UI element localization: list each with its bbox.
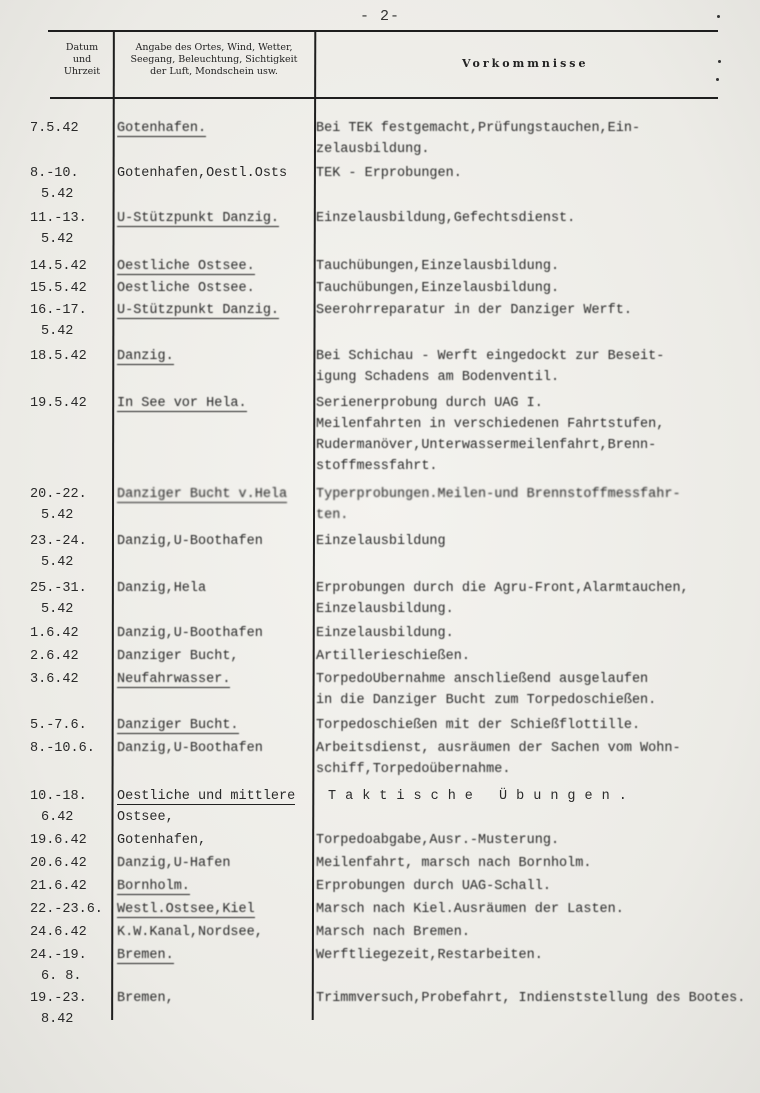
events-cell <box>316 922 746 943</box>
location-cell <box>117 988 312 1009</box>
cell-text: Danzig,U-Boothafen <box>117 741 263 756</box>
date-cell <box>30 786 110 828</box>
cell-text: Rudermanöver,Unterwassermeilenfahrt,Brenn- <box>316 438 657 453</box>
events-cell <box>316 578 746 620</box>
cell-text: Danziger Bucht v.Hela <box>117 487 288 502</box>
header-events: Vorkommnisse <box>462 57 589 70</box>
cell-text: 19.5.42 <box>30 396 87 411</box>
cell-text: ten. <box>316 508 349 523</box>
cell-text: Danziger Bucht. <box>117 718 239 733</box>
location-cell <box>117 346 312 367</box>
cell-text: 6.42 <box>41 810 74 825</box>
cell-text: 24.-19. <box>30 948 87 963</box>
cell-text: K.W.Kanal,Nordsee, <box>117 925 263 940</box>
location-cell <box>117 278 312 299</box>
cell-text: 23.-24. <box>30 534 87 549</box>
events-cell <box>316 669 746 711</box>
events-cell <box>316 945 746 966</box>
cell-text: Typerprobungen.Meilen-und Brennstoffmessfahr- <box>316 487 681 502</box>
date-cell <box>30 256 110 277</box>
date-cell <box>30 118 110 139</box>
cell-text: 3.6.42 <box>30 672 79 687</box>
events-cell <box>316 208 746 229</box>
date-cell <box>30 300 110 342</box>
header-bottom-rule <box>50 97 718 99</box>
cell-text: Datum <box>65 42 99 53</box>
date-cell <box>30 484 110 526</box>
cell-text: Erprobungen durch UAG-Schall. <box>316 879 551 894</box>
cell-text: 8.-10. <box>30 166 79 181</box>
events-cell <box>316 346 746 388</box>
cell-text: 14.5.42 <box>30 259 87 274</box>
cell-text: Trimmversuch,Probefahrt, Indienststellung des Bootes. <box>316 991 746 1006</box>
location-cell <box>117 853 312 874</box>
date-cell <box>30 646 110 667</box>
column-divider-1 <box>111 30 115 1020</box>
cell-text: Gotenhafen. <box>117 121 207 136</box>
cell-text: Uhrzeit <box>63 66 101 77</box>
cell-text: Meilenfahrt, marsch nach Bornholm. <box>316 856 592 871</box>
cell-text: 19.6.42 <box>30 833 87 848</box>
events-cell <box>316 163 746 184</box>
date-cell <box>30 669 110 690</box>
location-cell <box>117 646 312 667</box>
cell-text: 11.-13. <box>30 211 87 226</box>
events-cell <box>316 393 746 477</box>
cell-text: igung Schadens am Bodenventil. <box>316 370 560 385</box>
cell-text: Einzelausbildung. <box>316 602 454 617</box>
cell-text: Danzig,U-Boothafen <box>117 534 263 549</box>
cell-text: 5.42 <box>41 324 74 339</box>
header-location <box>116 42 312 78</box>
cell-text: Bremen. <box>117 948 174 963</box>
cell-text: Oestliche Ostsee. <box>117 281 255 296</box>
date-cell <box>30 715 110 736</box>
cell-text: und <box>72 54 92 65</box>
events-cell <box>316 300 746 321</box>
cell-text: 10.-18. <box>30 789 87 804</box>
events-cell <box>316 830 746 851</box>
events-cell <box>316 899 746 920</box>
date-cell <box>30 346 110 367</box>
cell-text: Marsch nach Bremen. <box>316 925 470 940</box>
cell-text: Bei Schichau - Werft eingedockt zur Beseit- <box>316 349 665 364</box>
cell-text: Danzig,Hela <box>117 581 207 596</box>
events-cell <box>316 853 746 874</box>
cell-text: 25.-31. <box>30 581 87 596</box>
cell-text: Danzig,U-Hafen <box>117 856 231 871</box>
events-cell <box>316 118 746 160</box>
cell-text: Seerohrreparatur in der Danziger Werft. <box>316 303 632 318</box>
cell-text: schiff,Torpedoübernahme. <box>316 762 511 777</box>
cell-text: Einzelausbildung,Gefechtsdienst. <box>316 211 576 226</box>
page-number: - 2- <box>359 8 400 25</box>
cell-text: U-Stützpunkt Danzig. <box>117 211 280 226</box>
cell-text: Bornholm. <box>117 879 190 894</box>
events-cell <box>316 484 746 526</box>
location-cell <box>117 484 312 505</box>
date-cell <box>30 853 110 874</box>
cell-text: Oestliche und mittlere <box>117 789 296 804</box>
cell-text: Marsch nach Kiel.Ausräumen der Lasten. <box>316 902 624 917</box>
cell-text: Seegang, Beleuchtung, Sichtigkeit <box>130 54 298 65</box>
cell-text: Taktische Übungen. <box>328 789 636 804</box>
cell-text: Einzelausbildung <box>316 534 446 549</box>
events-cell <box>316 256 746 277</box>
location-cell <box>117 715 312 736</box>
location-cell <box>117 876 312 897</box>
cell-text: Angabe des Ortes, Wind, Wetter, <box>135 42 293 53</box>
date-cell <box>30 623 110 644</box>
date-cell <box>30 208 110 250</box>
location-cell <box>117 669 312 690</box>
header-date <box>52 42 112 78</box>
date-cell <box>30 738 110 759</box>
location-cell <box>117 623 312 644</box>
cell-text: 5.42 <box>41 555 74 570</box>
cell-text: 16.-17. <box>30 303 87 318</box>
margin-mark <box>716 78 719 81</box>
cell-text: 7.5.42 <box>30 121 79 136</box>
location-cell <box>117 945 312 966</box>
cell-text: Torpedoschießen mit der Schießflottille. <box>316 718 641 733</box>
cell-text: 24.6.42 <box>30 925 87 940</box>
margin-mark <box>718 60 721 63</box>
cell-text: Tauchübungen,Einzelausbildung. <box>316 259 560 274</box>
cell-text: 18.5.42 <box>30 349 87 364</box>
location-cell <box>117 163 312 184</box>
cell-text: 22.-23.6. <box>30 902 103 917</box>
events-cell <box>316 786 758 807</box>
date-cell <box>30 531 110 573</box>
date-cell <box>30 830 110 851</box>
cell-text: Gotenhafen, <box>117 833 207 848</box>
cell-text: stoffmessfahrt. <box>316 459 438 474</box>
cell-text: Oestliche Ostsee. <box>117 259 255 274</box>
cell-text: Ostsee, <box>117 810 174 825</box>
cell-text: 1.6.42 <box>30 626 79 641</box>
cell-text: TEK - Erprobungen. <box>316 166 462 181</box>
table-top-rule <box>48 30 718 32</box>
cell-text: 5.42 <box>41 187 74 202</box>
date-cell <box>30 899 110 920</box>
cell-text: Danziger Bucht, <box>117 649 239 664</box>
cell-text: 20.6.42 <box>30 856 87 871</box>
date-cell <box>30 988 110 1030</box>
events-cell <box>316 623 746 644</box>
cell-text: Tauchübungen,Einzelausbildung. <box>316 281 560 296</box>
location-cell <box>117 922 312 943</box>
cell-text: Artillerieschießen. <box>316 649 470 664</box>
location-cell <box>117 531 312 552</box>
cell-text: 19.-23. <box>30 991 87 1006</box>
date-cell <box>30 163 110 205</box>
location-cell <box>117 786 312 828</box>
cell-text: zelausbildung. <box>316 142 430 157</box>
events-cell <box>316 738 746 780</box>
cell-text: 20.-22. <box>30 487 87 502</box>
date-cell <box>30 876 110 897</box>
cell-text: 2.6.42 <box>30 649 79 664</box>
cell-text: 5.42 <box>41 508 74 523</box>
date-cell <box>30 578 110 620</box>
events-cell <box>316 646 746 667</box>
date-cell <box>30 393 110 414</box>
cell-text: Neufahrwasser. <box>117 672 231 687</box>
cell-text: Einzelausbildung. <box>316 626 454 641</box>
location-cell <box>117 300 312 321</box>
cell-text: Erprobungen durch die Agru-Front,Alarmtauchen, <box>316 581 689 596</box>
location-cell <box>117 393 312 414</box>
margin-mark <box>717 15 720 18</box>
cell-text: U-Stützpunkt Danzig. <box>117 303 280 318</box>
cell-text: Bei TEK festgemacht,Prüfungstauchen,Ein- <box>316 121 641 136</box>
events-cell <box>316 876 746 897</box>
location-cell <box>117 830 312 851</box>
cell-text: 15.5.42 <box>30 281 87 296</box>
cell-text: Werftliegezeit,Restarbeiten. <box>316 948 543 963</box>
cell-text: Danzig. <box>117 349 174 364</box>
cell-text: 5.42 <box>41 232 74 247</box>
location-cell <box>117 208 312 229</box>
events-cell <box>316 988 746 1009</box>
cell-text: Serienerprobung durch UAG I. <box>316 396 543 411</box>
cell-text: der Luft, Mondschein usw. <box>150 66 278 77</box>
cell-text: 5.-7.6. <box>30 718 87 733</box>
date-cell <box>30 922 110 943</box>
location-cell <box>117 738 312 759</box>
cell-text: Bremen, <box>117 991 174 1006</box>
cell-text: Gotenhafen,Oestl.Osts <box>117 166 288 181</box>
cell-text: 21.6.42 <box>30 879 87 894</box>
cell-text: Torpedoabgabe,Ausr.-Musterung. <box>316 833 560 848</box>
location-cell <box>117 899 312 920</box>
events-cell <box>316 278 746 299</box>
cell-text: in die Danziger Bucht zum Torpedoschießen. <box>316 693 657 708</box>
cell-text: Arbeitsdienst, ausräumen der Sachen vom Wohn- <box>316 741 681 756</box>
cell-text: TorpedoÜbernahme anschließend ausgelaufen <box>316 672 649 687</box>
events-cell <box>316 531 746 552</box>
cell-text: 6. 8. <box>41 969 82 984</box>
location-cell <box>117 256 312 277</box>
cell-text: 5.42 <box>41 602 74 617</box>
cell-text: Meilenfahrten in verschiedenen Fahrtstufen, <box>316 417 665 432</box>
date-cell <box>30 945 110 987</box>
events-cell <box>316 715 746 736</box>
cell-text: Westl.Ostsee,Kiel <box>117 902 255 917</box>
cell-text: In See vor Hela. <box>117 396 247 411</box>
date-cell <box>30 278 110 299</box>
cell-text: 8.-10.6. <box>30 741 95 756</box>
location-cell <box>117 578 312 599</box>
cell-text: 8.42 <box>41 1012 74 1027</box>
cell-text: Danzig,U-Boothafen <box>117 626 263 641</box>
location-cell <box>117 118 312 139</box>
